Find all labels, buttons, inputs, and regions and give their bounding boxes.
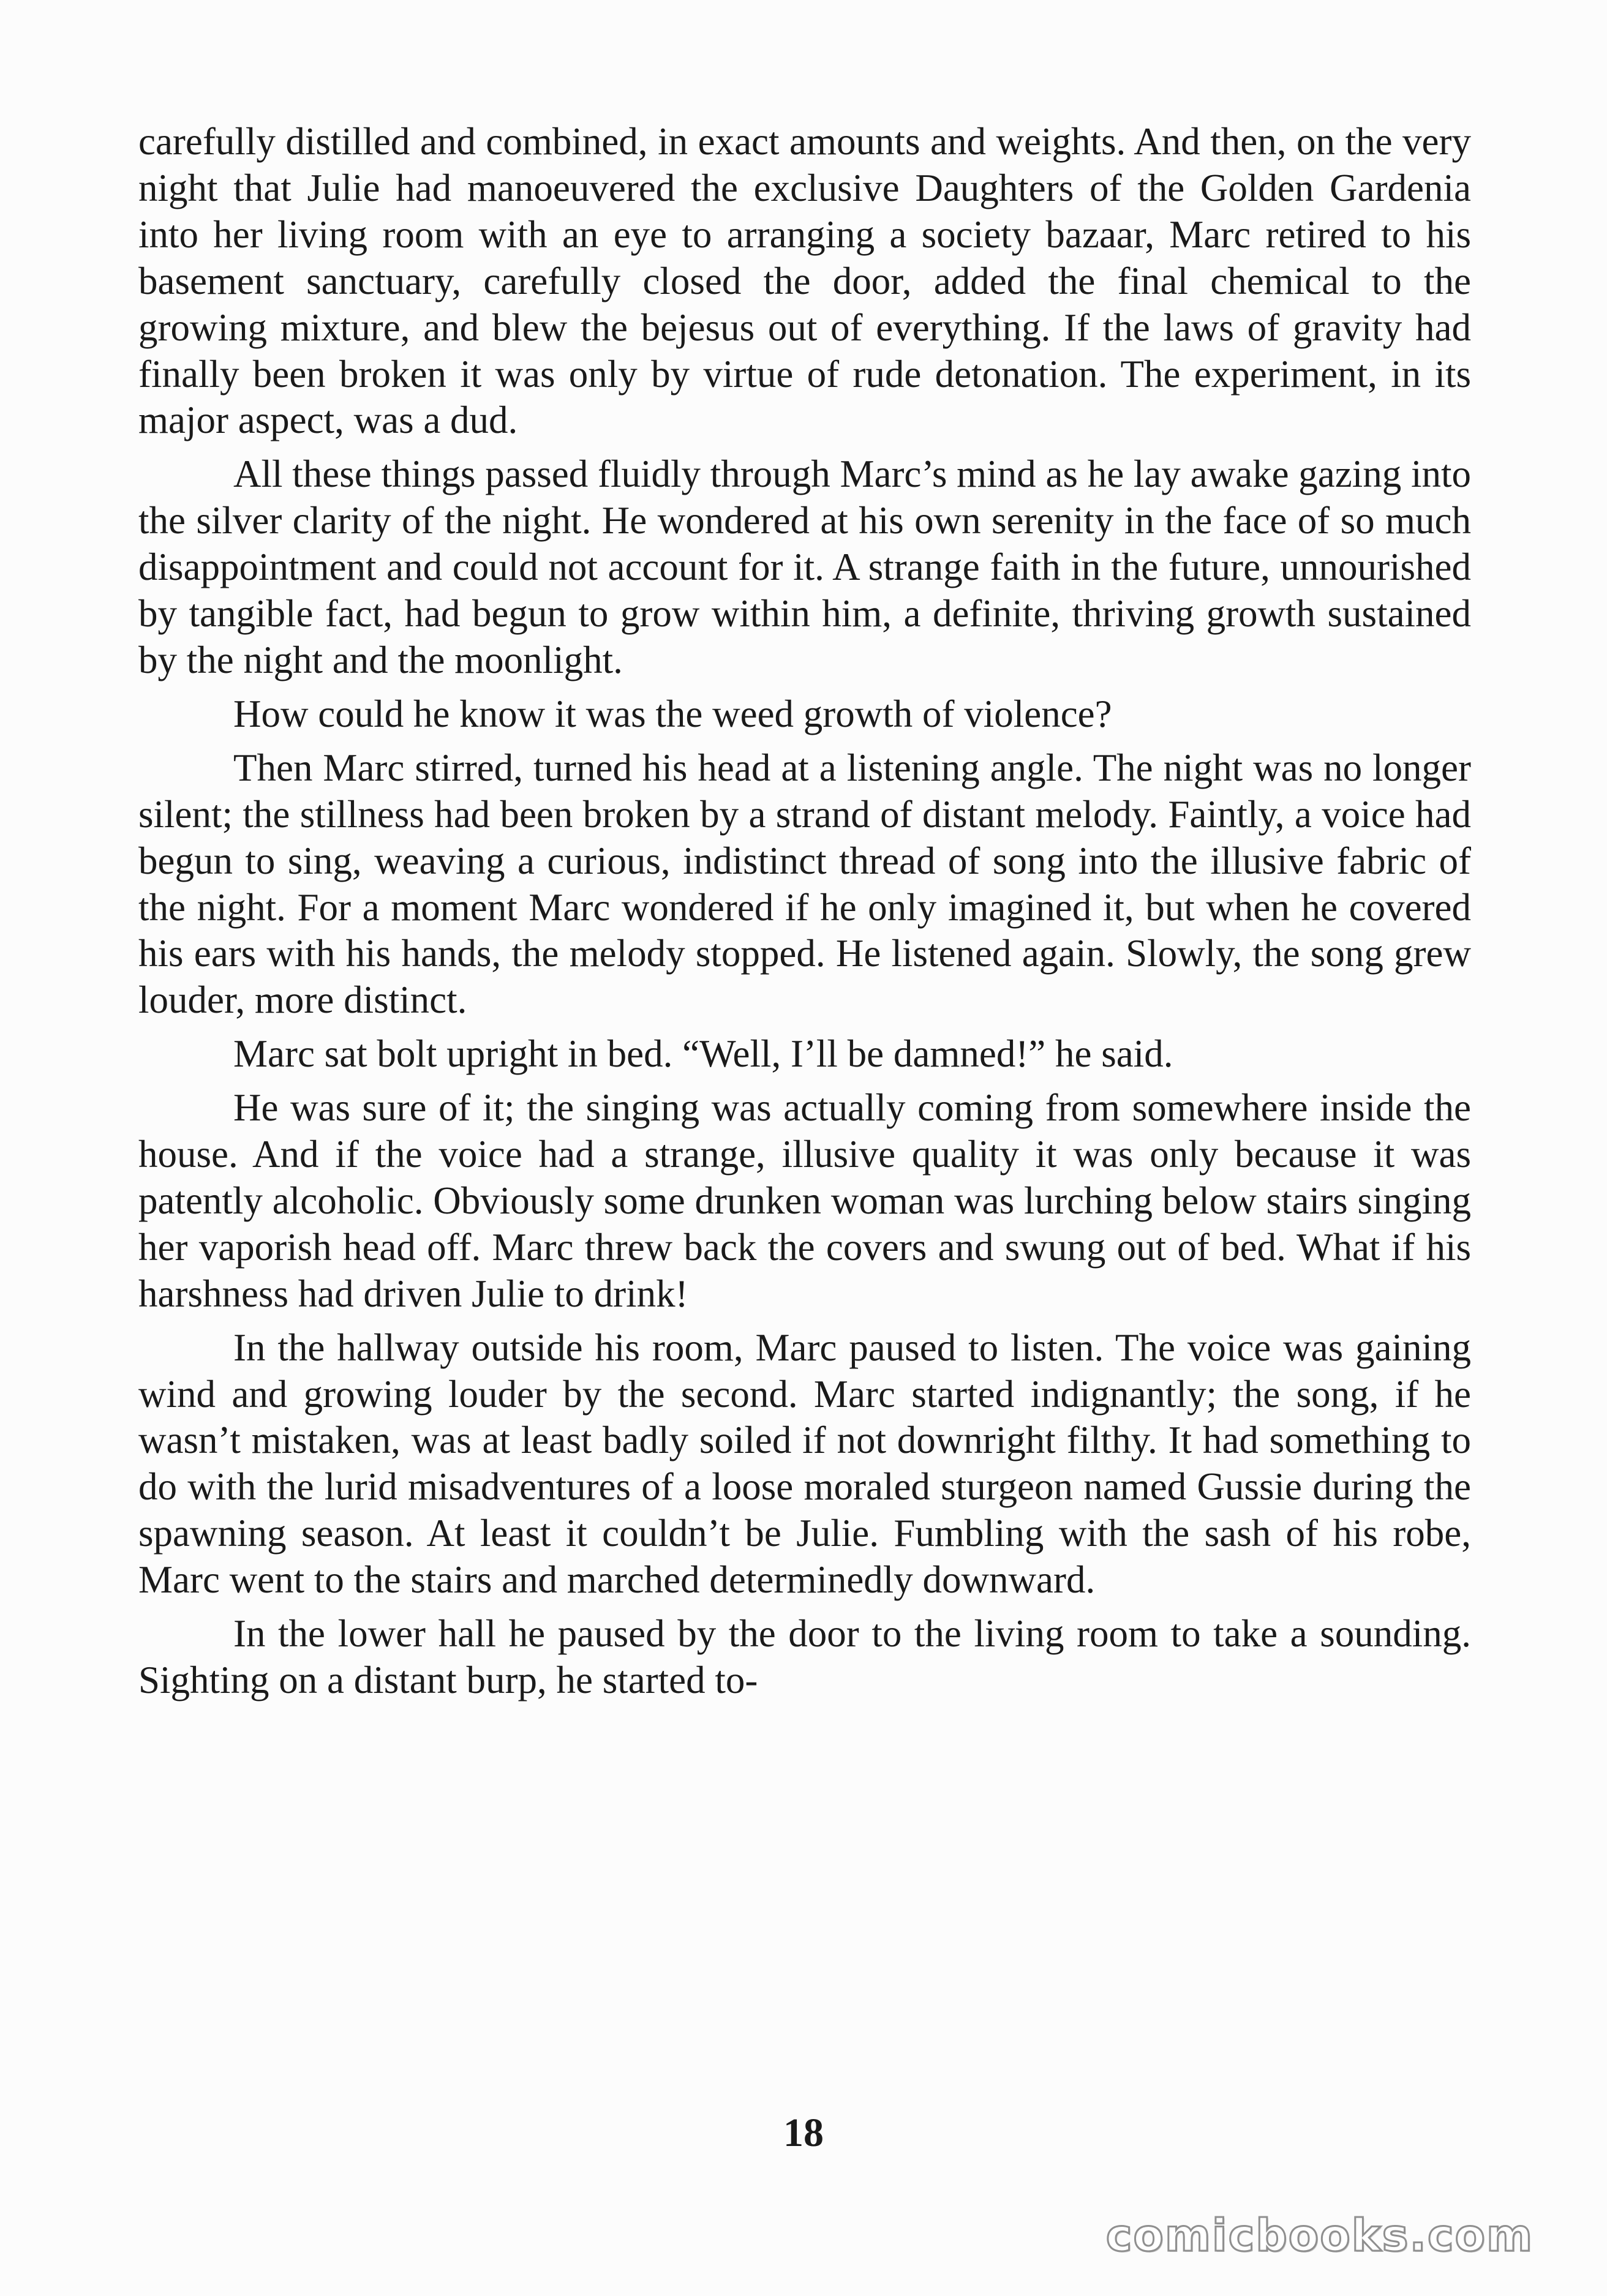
paragraph: In the lower hall he paused by the door to the living room to take a sounding. Sighting on a distant burp, he started to- xyxy=(138,1612,1471,1701)
paragraph: Marc sat bolt upright in bed. “Well, I’ll be damned!” he said. xyxy=(233,1032,1173,1076)
paragraph: He was sure of it; the singing was actually coming from somewhere inside the house. And if the voice had a strange, illusive quality it was only because it was patently alcoholic. Obviously some drunken woman was lurching below stairs singing her vaporish head off. Marc threw back the covers and swung out of bed. What if his harshness had driven Julie to drink! xyxy=(138,1086,1471,1315)
watermark: comicbooks.com xyxy=(1105,2210,1534,2261)
paragraph: All these things passed fluidly through Marc’s mind as he lay awake gazing into the silver clarity of the night. He wondered at his own serenity in the face of so much disappointment and could not account for it. A strange faith in the future, unnourished by tangible fact, had begun to grow within him, a definite, thriving growth sustained by the night and the moonlight. xyxy=(138,452,1471,681)
page-text xyxy=(138,119,1471,1704)
paragraph: How could he know it was the weed growth of violence? xyxy=(233,692,1112,735)
paragraph: carefully distilled and combined, in exact amounts and weights. And then, on the very night that Julie had manoeuvered the exclusive Daughters of the Golden Gardenia into her living room with an eye to arranging a society bazaar, Marc retired to his basement sanctuary, carefully closed the door, added the final chemical to the growing mixture, and blew the bejesus out of everything. If the laws of gravity had finally been broken it was only by virtue of rude detonation. The experiment, in its major aspect, was a dud. xyxy=(138,120,1471,442)
paragraph: In the hallway outside his room, Marc paused to listen. The voice was gaining wind and growing louder by the second. Marc started indignantly; the song, if he wasn’t mistaken, was at least badly soiled if not downright filthy. It had something to do with the lurid misadventures of a loose moraled sturgeon named Gussie during the spawning season. At least it couldn’t be Julie. Fumbling with the sash of his robe, Marc went to the stairs and marched determinedly downward. xyxy=(138,1326,1471,1602)
page-number: 18 xyxy=(783,2110,824,2155)
paragraph: Then Marc stirred, turned his head at a listening angle. The night was no longer silent; the stillness had been broken by a strand of distant melody. Faintly, a voice had begun to sing, weaving a curious, indistinct thread of song into the illusive fabric of the night. For a moment Marc wondered if he only imagined it, but when he covered his ears with his hands, the melody stopped. He listened again. Slowly, the song grew louder, more distinct. xyxy=(138,746,1471,1022)
